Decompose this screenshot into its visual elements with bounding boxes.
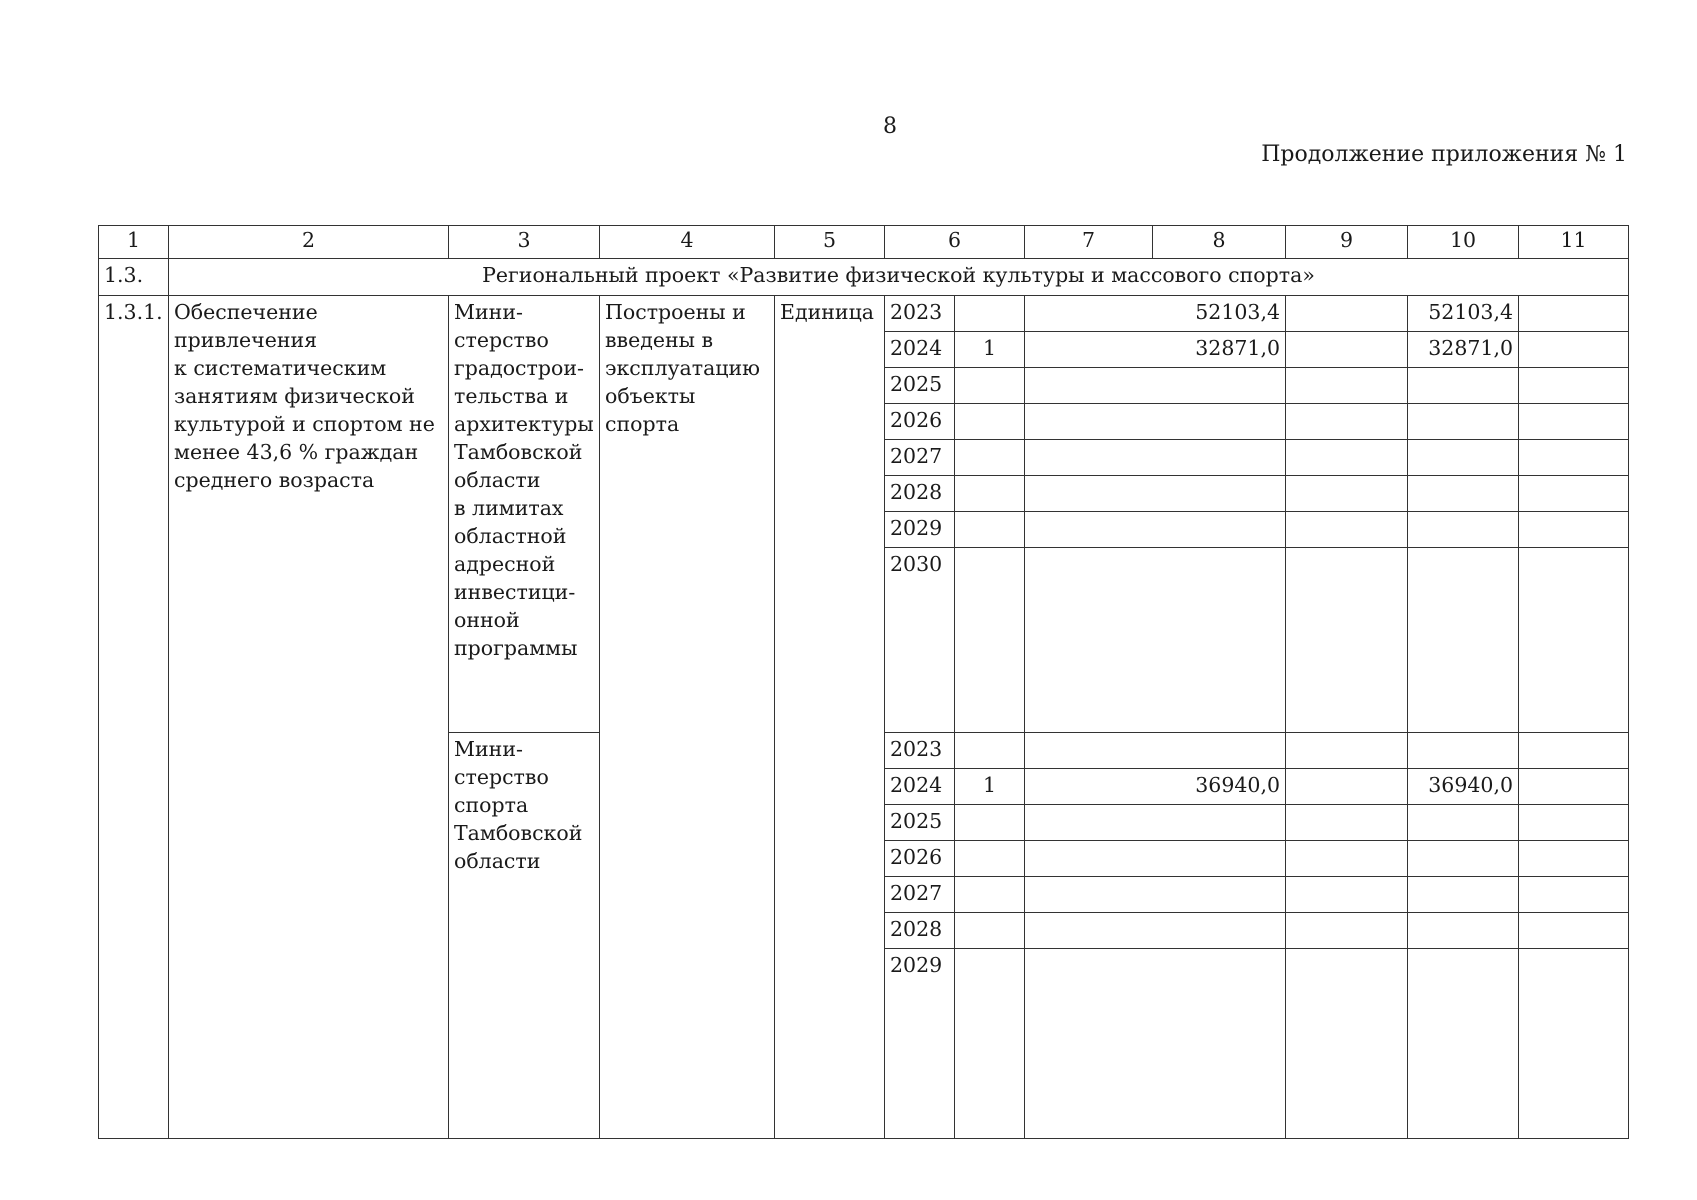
year-cell: 2023 xyxy=(885,733,955,769)
item-number: 1.3.1. xyxy=(99,296,169,1139)
year-cell: 2026 xyxy=(885,841,955,877)
indicator-value-cell xyxy=(955,841,1025,877)
column-header: 8 xyxy=(1153,226,1286,259)
total-funding-cell xyxy=(1025,440,1286,476)
federal-funding-cell xyxy=(1286,332,1408,368)
regional-funding-cell xyxy=(1408,949,1519,1139)
indicator-value-cell xyxy=(955,404,1025,440)
regional-funding-cell: 32871,0 xyxy=(1408,332,1519,368)
section-row xyxy=(99,259,1629,296)
column-header: 9 xyxy=(1286,226,1408,259)
column-header: 6 xyxy=(885,226,1025,259)
column-header: 11 xyxy=(1519,226,1629,259)
year-cell: 2029 xyxy=(885,512,955,548)
year-cell: 2029 xyxy=(885,949,955,1139)
indicator-value-cell xyxy=(955,805,1025,841)
year-cell: 2024 xyxy=(885,769,955,805)
section-number: 1.3. xyxy=(99,259,169,296)
local-funding-cell xyxy=(1519,877,1629,913)
regional-funding-cell xyxy=(1408,512,1519,548)
column-header-row xyxy=(99,226,1629,259)
federal-funding-cell xyxy=(1286,733,1408,769)
total-funding-cell xyxy=(1025,548,1286,733)
indicator-value-cell xyxy=(955,296,1025,332)
total-funding-cell xyxy=(1025,512,1286,548)
local-funding-cell xyxy=(1519,805,1629,841)
year-cell: 2024 xyxy=(885,332,955,368)
total-funding-cell xyxy=(1025,805,1286,841)
regional-funding-cell xyxy=(1408,877,1519,913)
regional-funding-cell: 52103,4 xyxy=(1408,296,1519,332)
column-header: 1 xyxy=(99,226,169,259)
year-cell: 2028 xyxy=(885,476,955,512)
indicator-value-cell xyxy=(955,548,1025,733)
regional-funding-cell xyxy=(1408,440,1519,476)
data-rows xyxy=(99,296,1629,1139)
regional-funding-cell xyxy=(1408,476,1519,512)
program-table xyxy=(98,225,1629,1139)
indicator-value-cell xyxy=(955,913,1025,949)
indicator-value-cell: 1 xyxy=(955,769,1025,805)
total-funding-cell xyxy=(1025,877,1286,913)
local-funding-cell xyxy=(1519,841,1629,877)
regional-funding-cell xyxy=(1408,548,1519,733)
federal-funding-cell xyxy=(1286,877,1408,913)
regional-funding-cell xyxy=(1408,404,1519,440)
page-number: 8 xyxy=(883,114,897,139)
year-cell: 2023 xyxy=(885,296,955,332)
federal-funding-cell xyxy=(1286,368,1408,404)
indicator-value-cell xyxy=(955,877,1025,913)
local-funding-cell xyxy=(1519,949,1629,1139)
federal-funding-cell xyxy=(1286,512,1408,548)
local-funding-cell xyxy=(1519,404,1629,440)
local-funding-cell xyxy=(1519,476,1629,512)
federal-funding-cell xyxy=(1286,769,1408,805)
item-description: Обеспечение привлечения к систематическим занятиям физической культурой и спортом не менее 43,6 % граждан среднего возраста xyxy=(169,296,449,1139)
local-funding-cell xyxy=(1519,913,1629,949)
federal-funding-cell xyxy=(1286,404,1408,440)
executor-name: Мини- стерство градострои- тельства и архитектуры Тамбовской области в лимитах областной адресной инвестици- онной программы xyxy=(449,296,600,733)
table-row xyxy=(99,296,1629,332)
regional-funding-cell: 36940,0 xyxy=(1408,769,1519,805)
total-funding-cell: 32871,0 xyxy=(1025,332,1286,368)
year-cell: 2027 xyxy=(885,440,955,476)
indicator-value-cell xyxy=(955,476,1025,512)
local-funding-cell xyxy=(1519,769,1629,805)
federal-funding-cell xyxy=(1286,841,1408,877)
federal-funding-cell xyxy=(1286,913,1408,949)
indicator-value-cell xyxy=(955,733,1025,769)
indicator-value-cell xyxy=(955,512,1025,548)
column-header: 7 xyxy=(1025,226,1153,259)
total-funding-cell: 36940,0 xyxy=(1025,769,1286,805)
federal-funding-cell xyxy=(1286,805,1408,841)
federal-funding-cell xyxy=(1286,949,1408,1139)
year-cell: 2025 xyxy=(885,805,955,841)
indicator-value-cell xyxy=(955,440,1025,476)
total-funding-cell xyxy=(1025,476,1286,512)
column-header: 3 xyxy=(449,226,600,259)
local-funding-cell xyxy=(1519,512,1629,548)
year-cell: 2026 xyxy=(885,404,955,440)
year-cell: 2028 xyxy=(885,913,955,949)
local-funding-cell xyxy=(1519,548,1629,733)
result-description: Построены и введены в эксплуатацию объекты спорта xyxy=(600,296,775,1139)
appendix-continuation-label: Продолжение приложения № 1 xyxy=(1261,142,1627,167)
local-funding-cell xyxy=(1519,332,1629,368)
section-title: Региональный проект «Развитие физической культуры и массового спорта» xyxy=(169,259,1629,296)
federal-funding-cell xyxy=(1286,548,1408,733)
federal-funding-cell xyxy=(1286,440,1408,476)
indicator-value-cell xyxy=(955,949,1025,1139)
local-funding-cell xyxy=(1519,296,1629,332)
regional-funding-cell xyxy=(1408,913,1519,949)
regional-funding-cell xyxy=(1408,733,1519,769)
federal-funding-cell xyxy=(1286,476,1408,512)
total-funding-cell xyxy=(1025,733,1286,769)
total-funding-cell xyxy=(1025,404,1286,440)
indicator-value-cell xyxy=(955,368,1025,404)
executor-name: Мини- стерство спорта Тамбовской области xyxy=(449,733,600,1139)
regional-funding-cell xyxy=(1408,841,1519,877)
column-header: 10 xyxy=(1408,226,1519,259)
unit-of-measure: Единица xyxy=(775,296,885,1139)
total-funding-cell xyxy=(1025,368,1286,404)
column-header: 5 xyxy=(775,226,885,259)
total-funding-cell: 52103,4 xyxy=(1025,296,1286,332)
year-cell: 2030 xyxy=(885,548,955,733)
regional-funding-cell xyxy=(1408,368,1519,404)
year-cell: 2027 xyxy=(885,877,955,913)
total-funding-cell xyxy=(1025,841,1286,877)
column-header: 2 xyxy=(169,226,449,259)
total-funding-cell xyxy=(1025,913,1286,949)
local-funding-cell xyxy=(1519,440,1629,476)
column-header: 4 xyxy=(600,226,775,259)
year-cell: 2025 xyxy=(885,368,955,404)
local-funding-cell xyxy=(1519,733,1629,769)
indicator-value-cell: 1 xyxy=(955,332,1025,368)
total-funding-cell xyxy=(1025,949,1286,1139)
local-funding-cell xyxy=(1519,368,1629,404)
regional-funding-cell xyxy=(1408,805,1519,841)
federal-funding-cell xyxy=(1286,296,1408,332)
